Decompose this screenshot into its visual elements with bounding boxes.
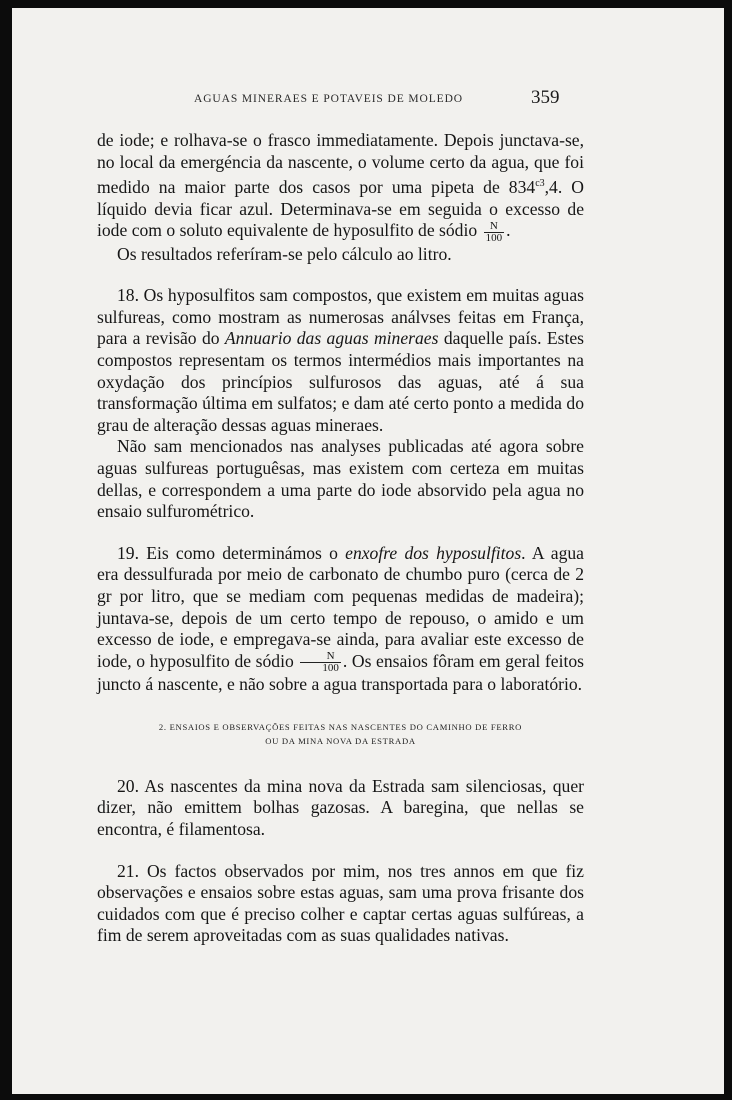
fraction-n-100: $\frac{N}{100}$ xyxy=(300,651,341,674)
paragraph-21: 21. Os factos observados por mim, nos tres annos em que fiz observações e ensaios sobre estas aguas, sam uma prova frisante dos cuidados com que é preciso colher e captar certas aguas sulfúreas, a fim de serem aproveitadas com as suas qualidades nativas. xyxy=(97,860,584,946)
section-heading xyxy=(97,720,584,748)
paragraph-19: 19. Eis como determinámos o enxofre dos hyposulfitos. A agua era dessulfurada por meio de carbonato de chumbo puro (cerca de 2 gr por litro, que se mediam com pequenas medidas de madeira); juntava-se, depois de um certo tempo de repouso, o amido e um excesso de iode, e empregava-se ainda, para avaliar este excesso de iode, o hyposulfito de sódio $\frac{N}{100}$ . Os ensaios fôram em geral feitos juncto á nascente, e não sobre a agua transportada para o laboratório. xyxy=(97,542,584,695)
page-number: 359 xyxy=(531,87,560,108)
section-heading-line-2: OU DA MINA NOVA DA ESTRADA xyxy=(265,735,416,746)
book-page xyxy=(12,8,724,1094)
fraction-n-100: $\frac{N}{100}$ xyxy=(485,219,503,244)
italic-title: Annuario das aguas mineraes xyxy=(224,328,439,349)
paragraph-18: 18. Os hyposulfitos sam compostos, que existem em muitas aguas sulfureas, como mostram as numerosas análvses feitas em França, para a revisão do Annuario das aguas mineraes daquelle país. Estes compostos representam os termos intermédios mais importantes na oxydação dos princípios sulfurosos das aguas, até á sua transformação última em sulfatos; e dam até certo ponto a medida do grau de alteração dessas aguas mineraes. xyxy=(97,285,585,435)
running-title: AGUAS MINERAES E POTAVEIS DE MOLEDO xyxy=(194,93,463,105)
section-heading-line-1: 2. ENSAIOS E OBSERVAÇÕES FEITAS NAS NASCENTES DO CAMINHO DE FERRO xyxy=(158,721,523,732)
superscript-unit: c3 xyxy=(535,178,545,190)
paragraph-results: Os resultados referíram-se pelo cálculo ao litro. xyxy=(117,243,452,264)
body-text xyxy=(97,130,584,947)
paragraph-20: 20. As nascentes da mina nova da Estrada sam silenciosas, quer dizer, não emittem bolhas gazosas. A baregina, que nellas se encontra, é filamentosa. xyxy=(97,775,584,840)
paragraph-continued: de iode; e rolhava-se o frasco immediatamente. Depois junctava-se, no local da emergéncia da nascente, o volume certo da agua, que foi medido na maior parte dos casos por uma pipeta de $834^{c3},4$. O líquido devia ficar azul. Determinava-se em seguida o excesso de iode com o soluto equivalente de hyposulfito de sódio $\frac{N}{100}$ . xyxy=(97,130,584,244)
page-header xyxy=(12,87,724,111)
italic-term: enxofre dos hyposulfitos xyxy=(345,542,522,563)
paragraph-18-continued: Não sam mencionados nas analyses publicadas até agora sobre aguas sulfureas portuguêsas, mas existem com certeza em muitas dellas, e correspondem a uma parte do iode absorvido pela agua no ensaio sulfurométrico. xyxy=(97,436,584,522)
